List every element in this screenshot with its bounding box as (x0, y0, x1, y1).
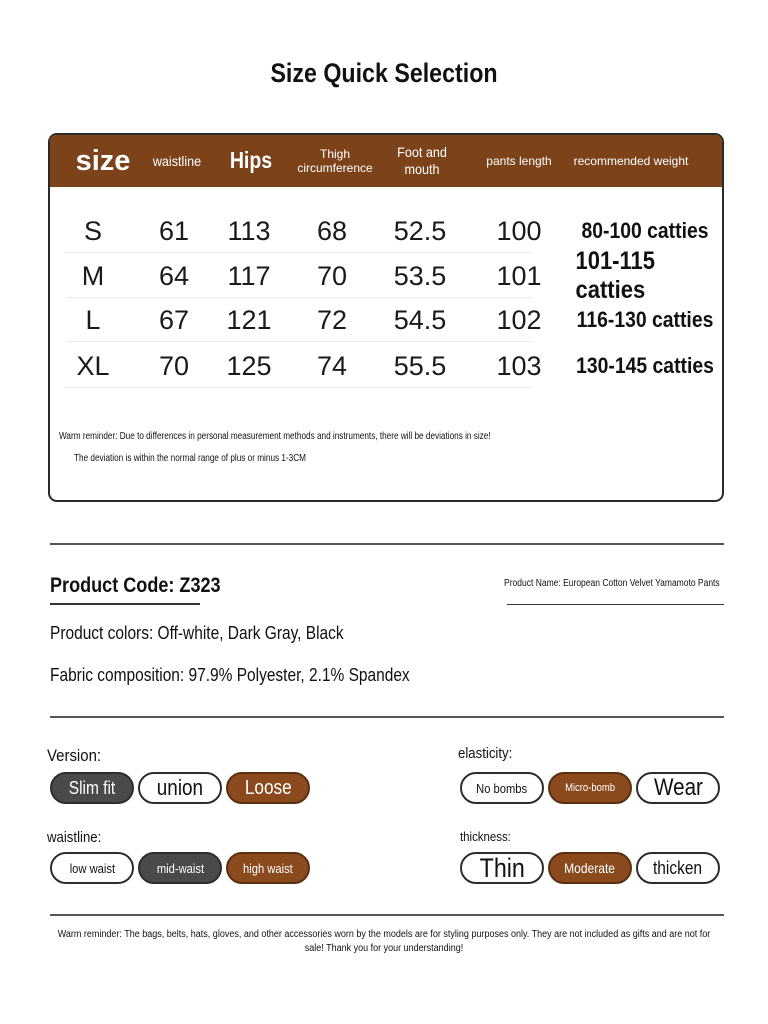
cell-weight: 80-100 catties (581, 218, 709, 243)
header-hips: Hips (229, 147, 273, 174)
thickness-option-thin: Thin (460, 852, 544, 884)
measurement-note: Warm reminder: Due to differences in personal measurement methods and instruments, there will be deviations in size! (59, 431, 491, 442)
version-option-slim-fit: Slim fit (50, 772, 134, 804)
waistline-option-low-waist: low waist (50, 852, 134, 884)
divider (50, 914, 724, 916)
cell-size: XL (76, 350, 110, 381)
cell-waistline: 70 (158, 350, 190, 381)
product-name: Product Name: European Cotton Velvet Yamamoto Pants (504, 578, 720, 589)
version-label: Version: (47, 746, 102, 765)
version-option-loose: Loose (226, 772, 310, 804)
divider (50, 716, 724, 718)
cell-pants-length: 102 (496, 304, 542, 335)
cell-waistline: 61 (158, 215, 190, 246)
header-recommended-weight: recommended weight (573, 153, 689, 168)
cell-waistline: 67 (158, 304, 190, 335)
header-pants-length: pants length (486, 153, 552, 168)
elasticity-label: elasticity: (458, 745, 513, 762)
table-row (50, 247, 722, 304)
size-table (48, 133, 724, 502)
cell-thigh: 72 (316, 304, 348, 335)
cell-weight: 116-130 catties (576, 307, 714, 332)
waistline-option-high-waist: high waist (226, 852, 310, 884)
table-row (50, 344, 722, 388)
fabric-composition: Fabric composition: 97.9% Polyester, 2.1% Spandex (50, 665, 410, 685)
cell-size: M (81, 260, 105, 291)
cell-hips: 117 (227, 260, 271, 291)
thickness-label: thickness: (460, 829, 511, 844)
cell-weight: 101-115 catties (575, 247, 656, 304)
product-colors: Product colors: Off-white, Dark Gray, Black (50, 623, 344, 643)
cell-pants-length: 100 (496, 215, 542, 246)
waistline-option-mid-waist: mid-waist (138, 852, 222, 884)
cell-foot-mouth: 53.5 (393, 260, 447, 291)
size-table-header (50, 135, 722, 187)
cell-pants-length: 103 (496, 350, 542, 381)
cell-foot-mouth: 54.5 (393, 304, 447, 335)
waistline-label: waistline: (47, 829, 102, 846)
elasticity-option-micro-bomb: Micro-bomb (548, 772, 632, 804)
cell-thigh: 74 (316, 350, 348, 381)
header-thigh: Thigh circumference (297, 146, 373, 175)
page-title: Size Quick Selection (270, 58, 498, 88)
header-waistline: waistline (152, 152, 202, 169)
product-code: Product Code: Z323 (50, 574, 221, 597)
cell-hips: 125 (226, 350, 272, 381)
accessories-footnote: Warm reminder: The bags, belts, hats, gloves, and other accessories worn by the models are for styling purposes only. They are not included as gifts and are not for sale! Thank you for your understanding! (57, 929, 711, 954)
deviation-note: The deviation is within the normal range of plus or minus 1-3CM (74, 453, 306, 464)
cell-foot-mouth: 52.5 (393, 215, 447, 246)
cell-size: S (83, 215, 102, 246)
cell-hips: 121 (226, 304, 272, 335)
cell-thigh: 70 (316, 260, 348, 291)
cell-weight: 130-145 catties (576, 353, 714, 378)
divider (50, 543, 724, 545)
cell-pants-length: 101 (496, 260, 542, 291)
header-foot-mouth: Foot and mouth (397, 144, 447, 177)
elasticity-option-wear: Wear (636, 772, 720, 804)
thickness-option-moderate: Moderate (548, 852, 632, 884)
cell-thigh: 68 (316, 215, 348, 246)
table-row (50, 298, 722, 342)
cell-hips: 113 (227, 215, 271, 246)
cell-waistline: 64 (158, 260, 190, 291)
cell-size: L (85, 304, 101, 335)
version-option-union: union (138, 772, 222, 804)
product-name-underline (507, 604, 724, 605)
product-code-underline (50, 603, 200, 605)
elasticity-option-no-bombs: No bombs (460, 772, 544, 804)
cell-foot-mouth: 55.5 (393, 350, 447, 381)
thickness-option-thicken: thicken (636, 852, 720, 884)
header-size: size (75, 144, 131, 177)
